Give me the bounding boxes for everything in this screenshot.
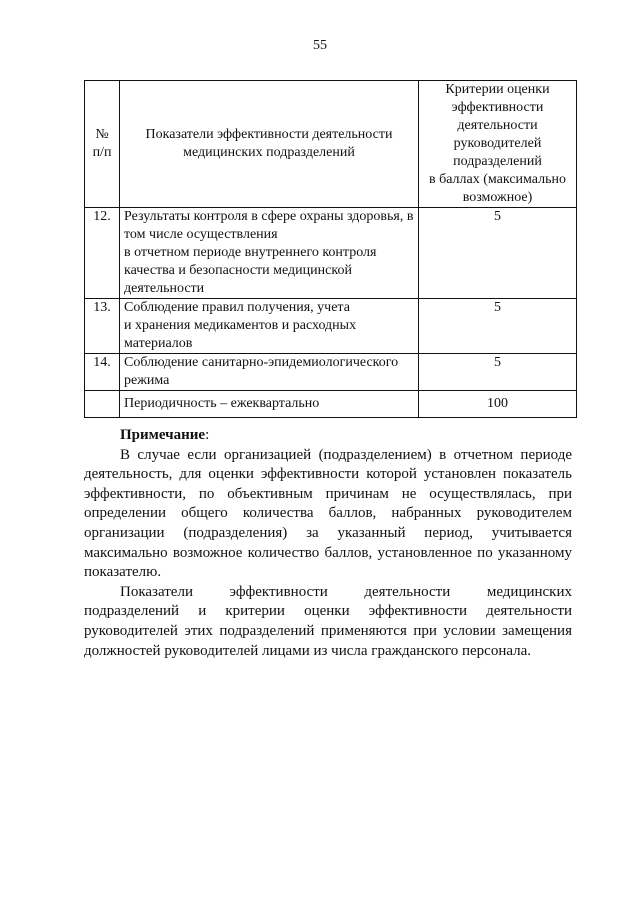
row-score: 5 (419, 299, 577, 354)
note-paragraph-1: В случае если организацией (подразделением) в отчетном периоде деятельность, для оценки эффективности которой установлен показатель эффективности, по объективным причинам не осуществлялась, при определении общего количества баллов, набранных руководителем организации (подразделения) за указанный период, учитывается максимально возможное количество баллов, установленное по указанному показателю. (84, 446, 572, 581)
table-row (85, 354, 577, 391)
header-number: № п/п (85, 81, 120, 208)
row-number: 14. (85, 354, 120, 391)
row-number: 12. (85, 208, 120, 299)
page-number: 55 (313, 38, 327, 53)
row-score: 5 (419, 208, 577, 299)
row-indicator: Результаты контроля в сфере охраны здоровья, в том числе осуществления в отчетном периоде внутреннего контроля качества и безопасности медицинской деятельности (120, 208, 419, 299)
header-criteria: Критерии оценки эффективности деятельности руководителей подразделений в баллах (максимально возможное) (419, 81, 577, 208)
row-score: 5 (419, 354, 577, 391)
note-paragraph-2: Показатели эффективности деятельности медицинских подразделений и критерии оценки эффективности деятельности руководителей этих подразделений применяются при условии замещения должностей руководителей лицами из числа гражданского персонала. (84, 583, 572, 659)
summary-number (85, 391, 120, 418)
table-summary-row (85, 391, 577, 418)
row-indicator: Соблюдение правил получения, учета и хранения медикаментов и расходных материалов (120, 299, 419, 354)
table-header-row (85, 81, 577, 208)
row-indicator: Соблюдение санитарно-эпидемиологического режима (120, 354, 419, 391)
summary-total-score: 100 (419, 391, 577, 418)
note-title: Примечание (120, 427, 206, 443)
note-section (84, 426, 572, 661)
table-row (85, 299, 577, 354)
header-indicator: Показатели эффективности деятельности медицинских подразделений (120, 81, 419, 208)
note-heading (84, 426, 572, 446)
note-title-colon: : (205, 427, 210, 443)
row-number: 13. (85, 299, 120, 354)
table-row (85, 208, 577, 299)
summary-periodicity: Периодичность – ежеквартально (120, 391, 419, 418)
criteria-table (84, 80, 577, 418)
